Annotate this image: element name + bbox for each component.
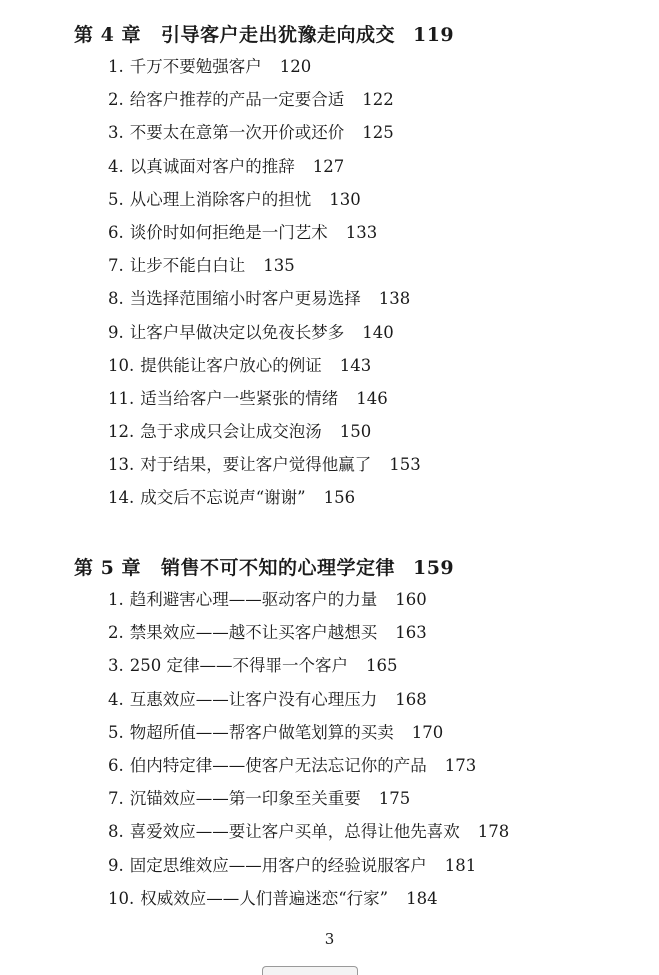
toc-entry-number: 6. xyxy=(108,222,124,242)
toc-entry-page-number: 120 xyxy=(279,57,312,76)
toc-entry-number: 12. xyxy=(108,422,135,442)
toc-entry-number: 13. xyxy=(108,455,135,475)
toc-entry[interactable] xyxy=(108,150,421,183)
toc-entry[interactable] xyxy=(108,216,421,249)
toc-entry-title: 成交后不忘说声“谢谢” xyxy=(140,488,306,508)
toc-entry-title: 趋利避害心理——驱动客户的力量 xyxy=(129,590,378,609)
toc-entry[interactable] xyxy=(108,50,421,83)
toc-entry[interactable] xyxy=(108,782,509,815)
toc-entry-number: 3. xyxy=(108,123,124,143)
toc-entry[interactable] xyxy=(108,282,421,315)
toc-entry-number: 1. xyxy=(108,590,124,609)
chapter-page-number: 159 xyxy=(412,557,455,579)
toc-entry-number: 8. xyxy=(108,289,124,309)
toc-entry-number: 8. xyxy=(108,822,124,842)
toc-entry-page-number: 178 xyxy=(477,822,510,842)
toc-entry-page-number: 127 xyxy=(312,156,345,176)
chapter-5-section-list xyxy=(108,583,509,915)
chapter-5-heading xyxy=(74,553,454,580)
toc-entry-title: 物超所值——帮客户做笔划算的买卖 xyxy=(129,722,394,742)
toc-entry-page-number: 170 xyxy=(411,722,444,742)
toc-entry-title: 急于求成只会让成交泡汤 xyxy=(140,422,322,442)
toc-entry-title: 对于结果，要让客户觉得他赢了 xyxy=(140,455,372,475)
toc-entry-title: 谈价时如何拒绝是一门艺术 xyxy=(129,222,328,242)
chapter-title: 引导客户走出犹豫走向成交 xyxy=(160,24,395,46)
toc-entry[interactable] xyxy=(108,849,509,882)
toc-entry-page-number: 156 xyxy=(323,488,356,508)
toc-entry-number: 5. xyxy=(108,189,124,209)
toc-entry-page-number: 140 xyxy=(362,322,394,342)
toc-entry-title: 250 定律——不得罪一个客户 xyxy=(129,656,348,676)
toc-entry-title: 以真诚面对客户的推辞 xyxy=(129,156,295,176)
toc-entry[interactable] xyxy=(108,481,421,514)
toc-entry-page-number: 163 xyxy=(395,623,427,643)
toc-entry-title: 禁果效应——越不让买客户越想买 xyxy=(129,623,378,643)
toc-entry-number: 10. xyxy=(108,888,135,908)
toc-entry-title: 喜爱效应——要让客户买单，总得让他先喜欢 xyxy=(129,822,460,842)
chapter-number: 第 4 章 xyxy=(74,24,141,46)
toc-entry-number: 7. xyxy=(108,789,124,809)
toc-entry-page-number: 184 xyxy=(406,888,438,908)
toc-entry-title: 千万不要勉强客户 xyxy=(129,57,262,76)
toc-entry[interactable] xyxy=(108,749,509,782)
toc-entry-title: 提供能让客户放心的例证 xyxy=(140,355,322,375)
toc-entry-number: 6. xyxy=(108,755,124,775)
toc-entry-title: 当选择范围缩小时客户更易选择 xyxy=(129,289,361,309)
toc-entry-page-number: 146 xyxy=(356,388,388,408)
toc-entry[interactable] xyxy=(108,882,509,915)
toc-entry[interactable] xyxy=(108,815,509,848)
toc-entry[interactable] xyxy=(108,349,421,382)
toc-entry-title: 固定思维效应——用客户的经验说服客户 xyxy=(129,855,427,875)
toc-entry[interactable] xyxy=(108,616,509,649)
toc-entry-page-number: 135 xyxy=(263,256,295,276)
toc-entry-number: 4. xyxy=(108,689,124,709)
toc-entry-number: 2. xyxy=(108,623,124,643)
toc-entry-title: 不要太在意第一次开价或还价 xyxy=(129,123,345,143)
toc-entry[interactable] xyxy=(108,382,421,415)
toc-entry-page-number: 143 xyxy=(339,355,372,375)
toc-entry[interactable] xyxy=(108,583,509,616)
toc-entry-number: 3. xyxy=(108,656,124,676)
toc-entry-page-number: 122 xyxy=(362,90,394,110)
toc-entry-number: 11. xyxy=(108,388,135,408)
toc-entry[interactable] xyxy=(108,649,509,682)
chapter-title: 销售不可不知的心理学定律 xyxy=(160,557,395,579)
chapter-4-heading xyxy=(74,20,454,47)
toc-entry-title: 沉锚效应——第一印象至关重要 xyxy=(129,789,361,809)
toc-entry-number: 14. xyxy=(108,488,135,508)
toc-entry[interactable] xyxy=(108,415,421,448)
toc-entry[interactable] xyxy=(108,83,421,116)
toc-entry-number: 5. xyxy=(108,722,124,742)
toc-entry-number: 9. xyxy=(108,322,124,342)
toc-entry-page-number: 173 xyxy=(444,755,477,775)
chapter-page-number: 119 xyxy=(412,24,455,46)
toc-entry[interactable] xyxy=(108,249,421,282)
toc-entry-page-number: 181 xyxy=(444,855,477,875)
toc-entry-title: 权威效应——人们普遍迷恋“行家” xyxy=(140,888,389,908)
toc-entry-title: 伯内特定律——使客户无法忘记你的产品 xyxy=(129,755,427,775)
page-number: 3 xyxy=(324,930,335,948)
toc-entry[interactable] xyxy=(108,716,509,749)
toc-entry-number: 9. xyxy=(108,855,124,875)
toc-entry-number: 7. xyxy=(108,256,124,276)
toc-entry-page-number: 153 xyxy=(389,455,421,475)
toc-entry-page-number: 175 xyxy=(378,789,411,809)
toc-entry-title: 给客户推荐的产品一定要合适 xyxy=(129,90,345,110)
toc-entry-page-number: 125 xyxy=(362,123,394,143)
toc-entry-page-number: 168 xyxy=(395,689,427,709)
toc-entry-title: 让客户早做决定以免夜长梦多 xyxy=(129,322,345,342)
toc-entry-page-number: 138 xyxy=(378,289,411,309)
toc-entry[interactable] xyxy=(108,448,421,481)
toc-entry[interactable] xyxy=(108,116,421,149)
toc-entry-page-number: 150 xyxy=(339,422,372,442)
toc-entry-page-number: 133 xyxy=(345,222,378,242)
toc-entry[interactable] xyxy=(108,683,509,716)
toc-entry[interactable] xyxy=(108,316,421,349)
toc-entry-title: 让步不能白白让 xyxy=(129,256,246,276)
toc-entry-page-number: 130 xyxy=(329,189,361,209)
toc-entry-number: 1. xyxy=(108,57,124,76)
toc-entry-number: 2. xyxy=(108,90,124,110)
toc-entry-title: 互惠效应——让客户没有心理压力 xyxy=(129,689,378,709)
toc-entry-number: 4. xyxy=(108,156,124,176)
toc-entry-title: 适当给客户一些紧张的情绪 xyxy=(140,388,339,408)
toc-entry-page-number: 160 xyxy=(395,590,427,609)
chapter-number: 第 5 章 xyxy=(74,557,141,579)
toc-entry-page-number: 165 xyxy=(366,656,398,676)
toc-entry-title: 从心理上消除客户的担忧 xyxy=(129,189,312,209)
toc-entry[interactable] xyxy=(108,183,421,216)
toc-entry-number: 10. xyxy=(108,355,135,375)
chapter-4-section-list xyxy=(108,50,421,515)
